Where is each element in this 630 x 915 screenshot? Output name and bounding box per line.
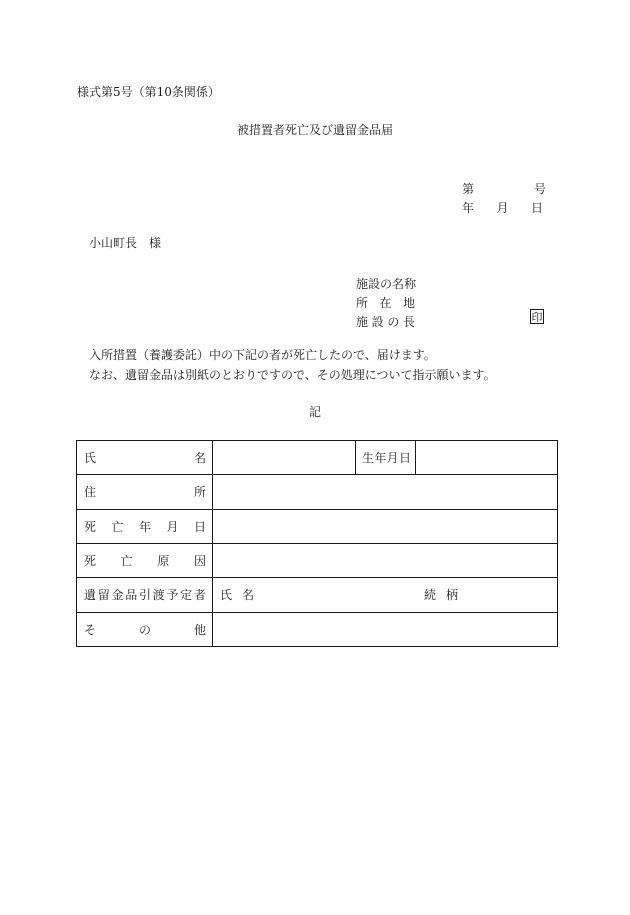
char: 者 <box>193 588 206 603</box>
char: 施 <box>356 277 369 291</box>
document-title: 被措置者死亡及び遺留金品届 <box>236 123 393 137</box>
char: 地 <box>402 296 415 310</box>
char: 遺 <box>84 588 97 603</box>
char: 日 <box>398 451 411 466</box>
date-day: 日 <box>530 201 543 215</box>
char: 氏 <box>84 451 97 466</box>
table-row <box>77 612 558 646</box>
char: 死 <box>84 519 97 534</box>
number-suffix: 号 <box>533 182 546 196</box>
other-value-cell[interactable] <box>213 612 558 646</box>
char: 名 <box>241 588 254 603</box>
death-date-value-cell[interactable] <box>213 509 558 543</box>
date-year: 年 <box>462 201 475 215</box>
number-prefix: 第 <box>462 182 475 196</box>
char: 留 <box>97 588 110 603</box>
name-value-cell[interactable] <box>213 441 356 475</box>
char: 他 <box>193 622 206 637</box>
document-number-row <box>462 180 546 197</box>
deceased-record-table <box>76 440 558 647</box>
heir-relation-label <box>424 586 458 603</box>
char: 続 <box>424 588 437 603</box>
char: 柄 <box>445 588 458 603</box>
birth-value-cell[interactable] <box>416 441 558 475</box>
char: 名 <box>193 451 206 466</box>
death-cause-label-cell <box>77 543 213 577</box>
table-row <box>77 509 558 543</box>
char: 因 <box>193 554 206 569</box>
body-text-line-1: 入所措置（養護委託）中の下記の者が死亡したので、届けます。 <box>89 348 436 362</box>
document-date-row <box>462 199 543 216</box>
char: 称 <box>404 277 417 291</box>
char: 金 <box>111 588 124 603</box>
char: 氏 <box>220 588 233 603</box>
char: 住 <box>84 485 97 500</box>
char: 定 <box>180 588 193 603</box>
facility-address-label <box>356 294 415 311</box>
form-number: 様式第5号（第10条関係） <box>77 85 220 99</box>
name-label-cell <box>77 441 213 475</box>
table-row <box>77 475 558 509</box>
char: 引 <box>138 588 151 603</box>
addressee: 小山町長 様 <box>89 236 162 250</box>
ki-heading: 記 <box>308 405 321 419</box>
address-label-cell <box>77 475 213 509</box>
death-date-label-cell <box>77 509 213 543</box>
char: 所 <box>356 296 369 310</box>
char: 生 <box>362 451 375 466</box>
char: 長 <box>402 315 415 329</box>
heir-label-cell <box>77 578 213 612</box>
birth-label-cell <box>356 441 416 475</box>
facility-head-label <box>356 313 415 330</box>
char: 亡 <box>120 554 133 569</box>
char: 予 <box>166 588 179 603</box>
seal-mark: 印 <box>531 310 543 324</box>
char: の <box>387 315 400 329</box>
death-cause-value-cell[interactable] <box>213 543 558 577</box>
char: 月 <box>386 451 399 466</box>
other-label-cell <box>77 612 213 646</box>
char: 品 <box>125 588 138 603</box>
table-row <box>77 441 558 475</box>
address-value-cell[interactable] <box>213 475 558 509</box>
char: 原 <box>157 554 170 569</box>
char: 死 <box>84 554 97 569</box>
char: 名 <box>392 277 405 291</box>
char: の <box>380 277 393 291</box>
char: 設 <box>368 277 381 291</box>
char: の <box>138 622 151 637</box>
char: 月 <box>166 519 179 534</box>
char: 年 <box>374 451 387 466</box>
table-row <box>77 578 558 612</box>
char: 施 <box>356 315 369 329</box>
facility-name-label <box>356 275 415 292</box>
char: 年 <box>138 519 151 534</box>
body-text-line-2: なお、遺留金品は別紙のとおりですので、その処理について指示願います。 <box>89 368 496 382</box>
char: 渡 <box>152 588 165 603</box>
heir-value-cell[interactable] <box>213 578 558 612</box>
table-row <box>77 543 558 577</box>
char: そ <box>84 622 97 637</box>
char: 日 <box>193 519 206 534</box>
char: 在 <box>379 296 392 310</box>
char: 所 <box>193 485 206 500</box>
char: 亡 <box>111 519 124 534</box>
heir-name-label <box>220 586 254 603</box>
date-month: 月 <box>496 201 509 215</box>
char: 設 <box>371 315 384 329</box>
